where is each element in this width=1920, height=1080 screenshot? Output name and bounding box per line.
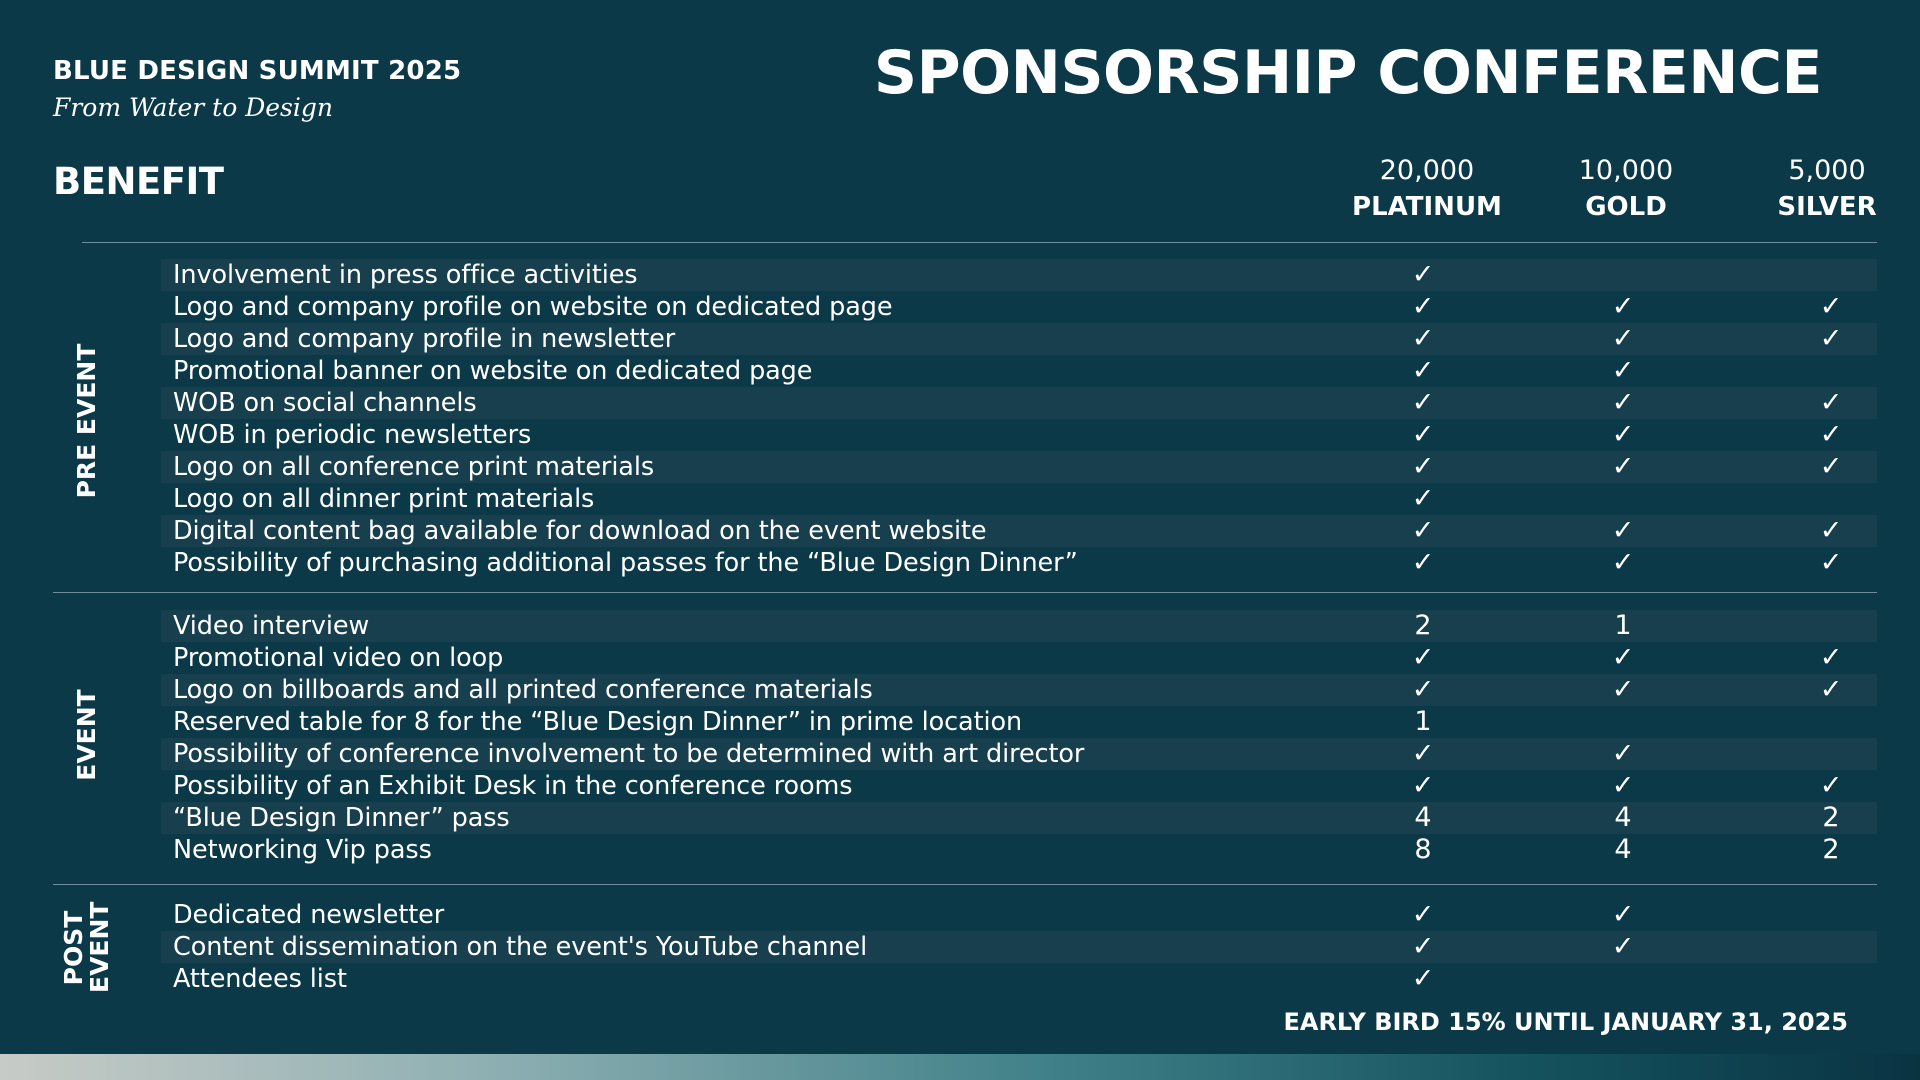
platinum-cell: ✓ — [1411, 451, 1435, 482]
row-label: Logo on all dinner print materials — [173, 484, 595, 514]
tier-silver-header — [1732, 152, 1920, 226]
silver-cell: ✓ — [1819, 547, 1843, 578]
gold-cell: ✓ — [1611, 419, 1635, 450]
row-label: Possibility of purchasing additional passes for the “Blue Design Dinner” — [173, 548, 1078, 578]
gold-cell: 4 — [1614, 834, 1632, 865]
row-label: Involvement in press office activities — [173, 260, 638, 290]
row-label: Digital content bag available for download on the event website — [173, 516, 987, 546]
table-row — [161, 355, 1877, 387]
tier-price: 5,000 — [1788, 155, 1866, 186]
page-title: SPONSORSHIP CONFERENCE — [873, 38, 1822, 108]
silver-cell: ✓ — [1819, 387, 1843, 418]
silver-cell: ✓ — [1819, 642, 1843, 673]
row-label: WOB in periodic newsletters — [173, 420, 532, 450]
table-row — [161, 738, 1877, 770]
platinum-cell: ✓ — [1411, 515, 1435, 546]
brand-title: BLUE DESIGN SUMMIT 2025 — [53, 56, 462, 86]
row-label: Networking Vip pass — [173, 835, 432, 865]
section-event — [161, 610, 1877, 866]
platinum-cell: ✓ — [1411, 674, 1435, 705]
gold-cell: 4 — [1614, 802, 1632, 833]
header-divider — [82, 242, 1877, 243]
platinum-cell: ✓ — [1411, 931, 1435, 962]
section-divider — [53, 592, 1877, 593]
gold-cell: ✓ — [1611, 515, 1635, 546]
row-label: Reserved table for 8 for the “Blue Design Dinner” in prime location — [173, 707, 1023, 737]
table-row — [161, 323, 1877, 355]
tier-gold-header — [1531, 152, 1721, 226]
platinum-cell: ✓ — [1411, 323, 1435, 354]
table-row — [161, 674, 1877, 706]
row-label: WOB on social channels — [173, 388, 477, 418]
tier-name: GOLD — [1585, 192, 1667, 222]
platinum-cell: ✓ — [1411, 291, 1435, 322]
platinum-cell: ✓ — [1411, 738, 1435, 769]
table-row — [161, 642, 1877, 674]
row-label: Video interview — [173, 611, 370, 641]
row-label: Possibility of an Exhibit Desk in the conference rooms — [173, 771, 853, 801]
table-row — [161, 547, 1877, 579]
gold-cell: ✓ — [1611, 547, 1635, 578]
platinum-cell: 4 — [1414, 802, 1432, 833]
silver-cell: ✓ — [1819, 770, 1843, 801]
table-row — [161, 291, 1877, 323]
gold-cell: ✓ — [1611, 451, 1635, 482]
platinum-cell: ✓ — [1411, 259, 1435, 290]
silver-cell: 2 — [1822, 802, 1840, 833]
platinum-cell: ✓ — [1411, 963, 1435, 994]
gold-cell: ✓ — [1611, 355, 1635, 386]
gold-cell: ✓ — [1611, 931, 1635, 962]
gold-cell: ✓ — [1611, 674, 1635, 705]
table-row — [161, 770, 1877, 802]
table-row — [161, 931, 1877, 963]
table-row — [161, 899, 1877, 931]
section-label-text: EVENT — [72, 689, 101, 781]
row-label: “Blue Design Dinner” pass — [173, 803, 510, 833]
platinum-cell: ✓ — [1411, 547, 1435, 578]
platinum-cell: ✓ — [1411, 770, 1435, 801]
section-post-event — [161, 899, 1877, 995]
table-row — [161, 419, 1877, 451]
tier-name: PLATINUM — [1352, 192, 1502, 222]
tier-platinum-header — [1332, 152, 1522, 226]
benefit-column-header: BENEFIT — [53, 160, 224, 203]
table-row — [161, 610, 1877, 642]
row-label: Logo and company profile in newsletter — [173, 324, 676, 354]
table-row — [161, 515, 1877, 547]
table-row — [161, 706, 1877, 738]
platinum-cell: ✓ — [1411, 642, 1435, 673]
tier-name: SILVER — [1777, 192, 1877, 222]
row-label: Attendees list — [173, 964, 347, 994]
platinum-cell: 2 — [1414, 610, 1432, 641]
row-label: Content dissemination on the event's YouTube channel — [173, 932, 868, 962]
silver-cell: ✓ — [1819, 515, 1843, 546]
gold-cell: ✓ — [1611, 738, 1635, 769]
table-row — [161, 451, 1877, 483]
section-label-text: PRE EVENT — [72, 343, 101, 499]
gold-cell: ✓ — [1611, 387, 1635, 418]
brand-subtitle: From Water to Design — [53, 93, 333, 122]
silver-cell: ✓ — [1819, 674, 1843, 705]
silver-cell: ✓ — [1819, 419, 1843, 450]
section-label-text: POST EVENT — [59, 901, 114, 993]
silver-cell: 2 — [1822, 834, 1840, 865]
table-row — [161, 834, 1877, 866]
table-row — [161, 259, 1877, 291]
gold-cell: ✓ — [1611, 291, 1635, 322]
platinum-cell: ✓ — [1411, 387, 1435, 418]
gold-cell: ✓ — [1611, 642, 1635, 673]
silver-cell: ✓ — [1819, 291, 1843, 322]
platinum-cell: ✓ — [1411, 419, 1435, 450]
section-divider — [53, 884, 1877, 885]
table-row — [161, 483, 1877, 515]
silver-cell: ✓ — [1819, 323, 1843, 354]
table-row — [161, 387, 1877, 419]
table-row — [161, 802, 1877, 834]
gold-cell: ✓ — [1611, 770, 1635, 801]
tier-price: 10,000 — [1578, 155, 1674, 186]
row-label: Dedicated newsletter — [173, 900, 445, 930]
row-label: Possibility of conference involvement to be determined with art director — [173, 739, 1085, 769]
platinum-cell: 1 — [1414, 706, 1432, 737]
table-row — [161, 963, 1877, 995]
tier-price: 20,000 — [1379, 155, 1475, 186]
platinum-cell: ✓ — [1411, 483, 1435, 514]
gold-cell: 1 — [1614, 610, 1632, 641]
early-bird-note: EARLY BIRD 15% UNTIL JANUARY 31, 2025 — [1283, 1008, 1848, 1036]
bottom-gradient-bar — [0, 1054, 1920, 1080]
row-label: Logo on billboards and all printed conference materials — [173, 675, 873, 705]
platinum-cell: 8 — [1414, 834, 1432, 865]
row-label: Promotional banner on website on dedicated page — [173, 356, 813, 386]
row-label: Logo on all conference print materials — [173, 452, 654, 482]
row-label: Promotional video on loop — [173, 643, 504, 673]
gold-cell: ✓ — [1611, 323, 1635, 354]
section-pre-event — [161, 259, 1877, 579]
gold-cell: ✓ — [1611, 899, 1635, 930]
platinum-cell: ✓ — [1411, 899, 1435, 930]
row-label: Logo and company profile on website on dedicated page — [173, 292, 893, 322]
platinum-cell: ✓ — [1411, 355, 1435, 386]
silver-cell: ✓ — [1819, 451, 1843, 482]
